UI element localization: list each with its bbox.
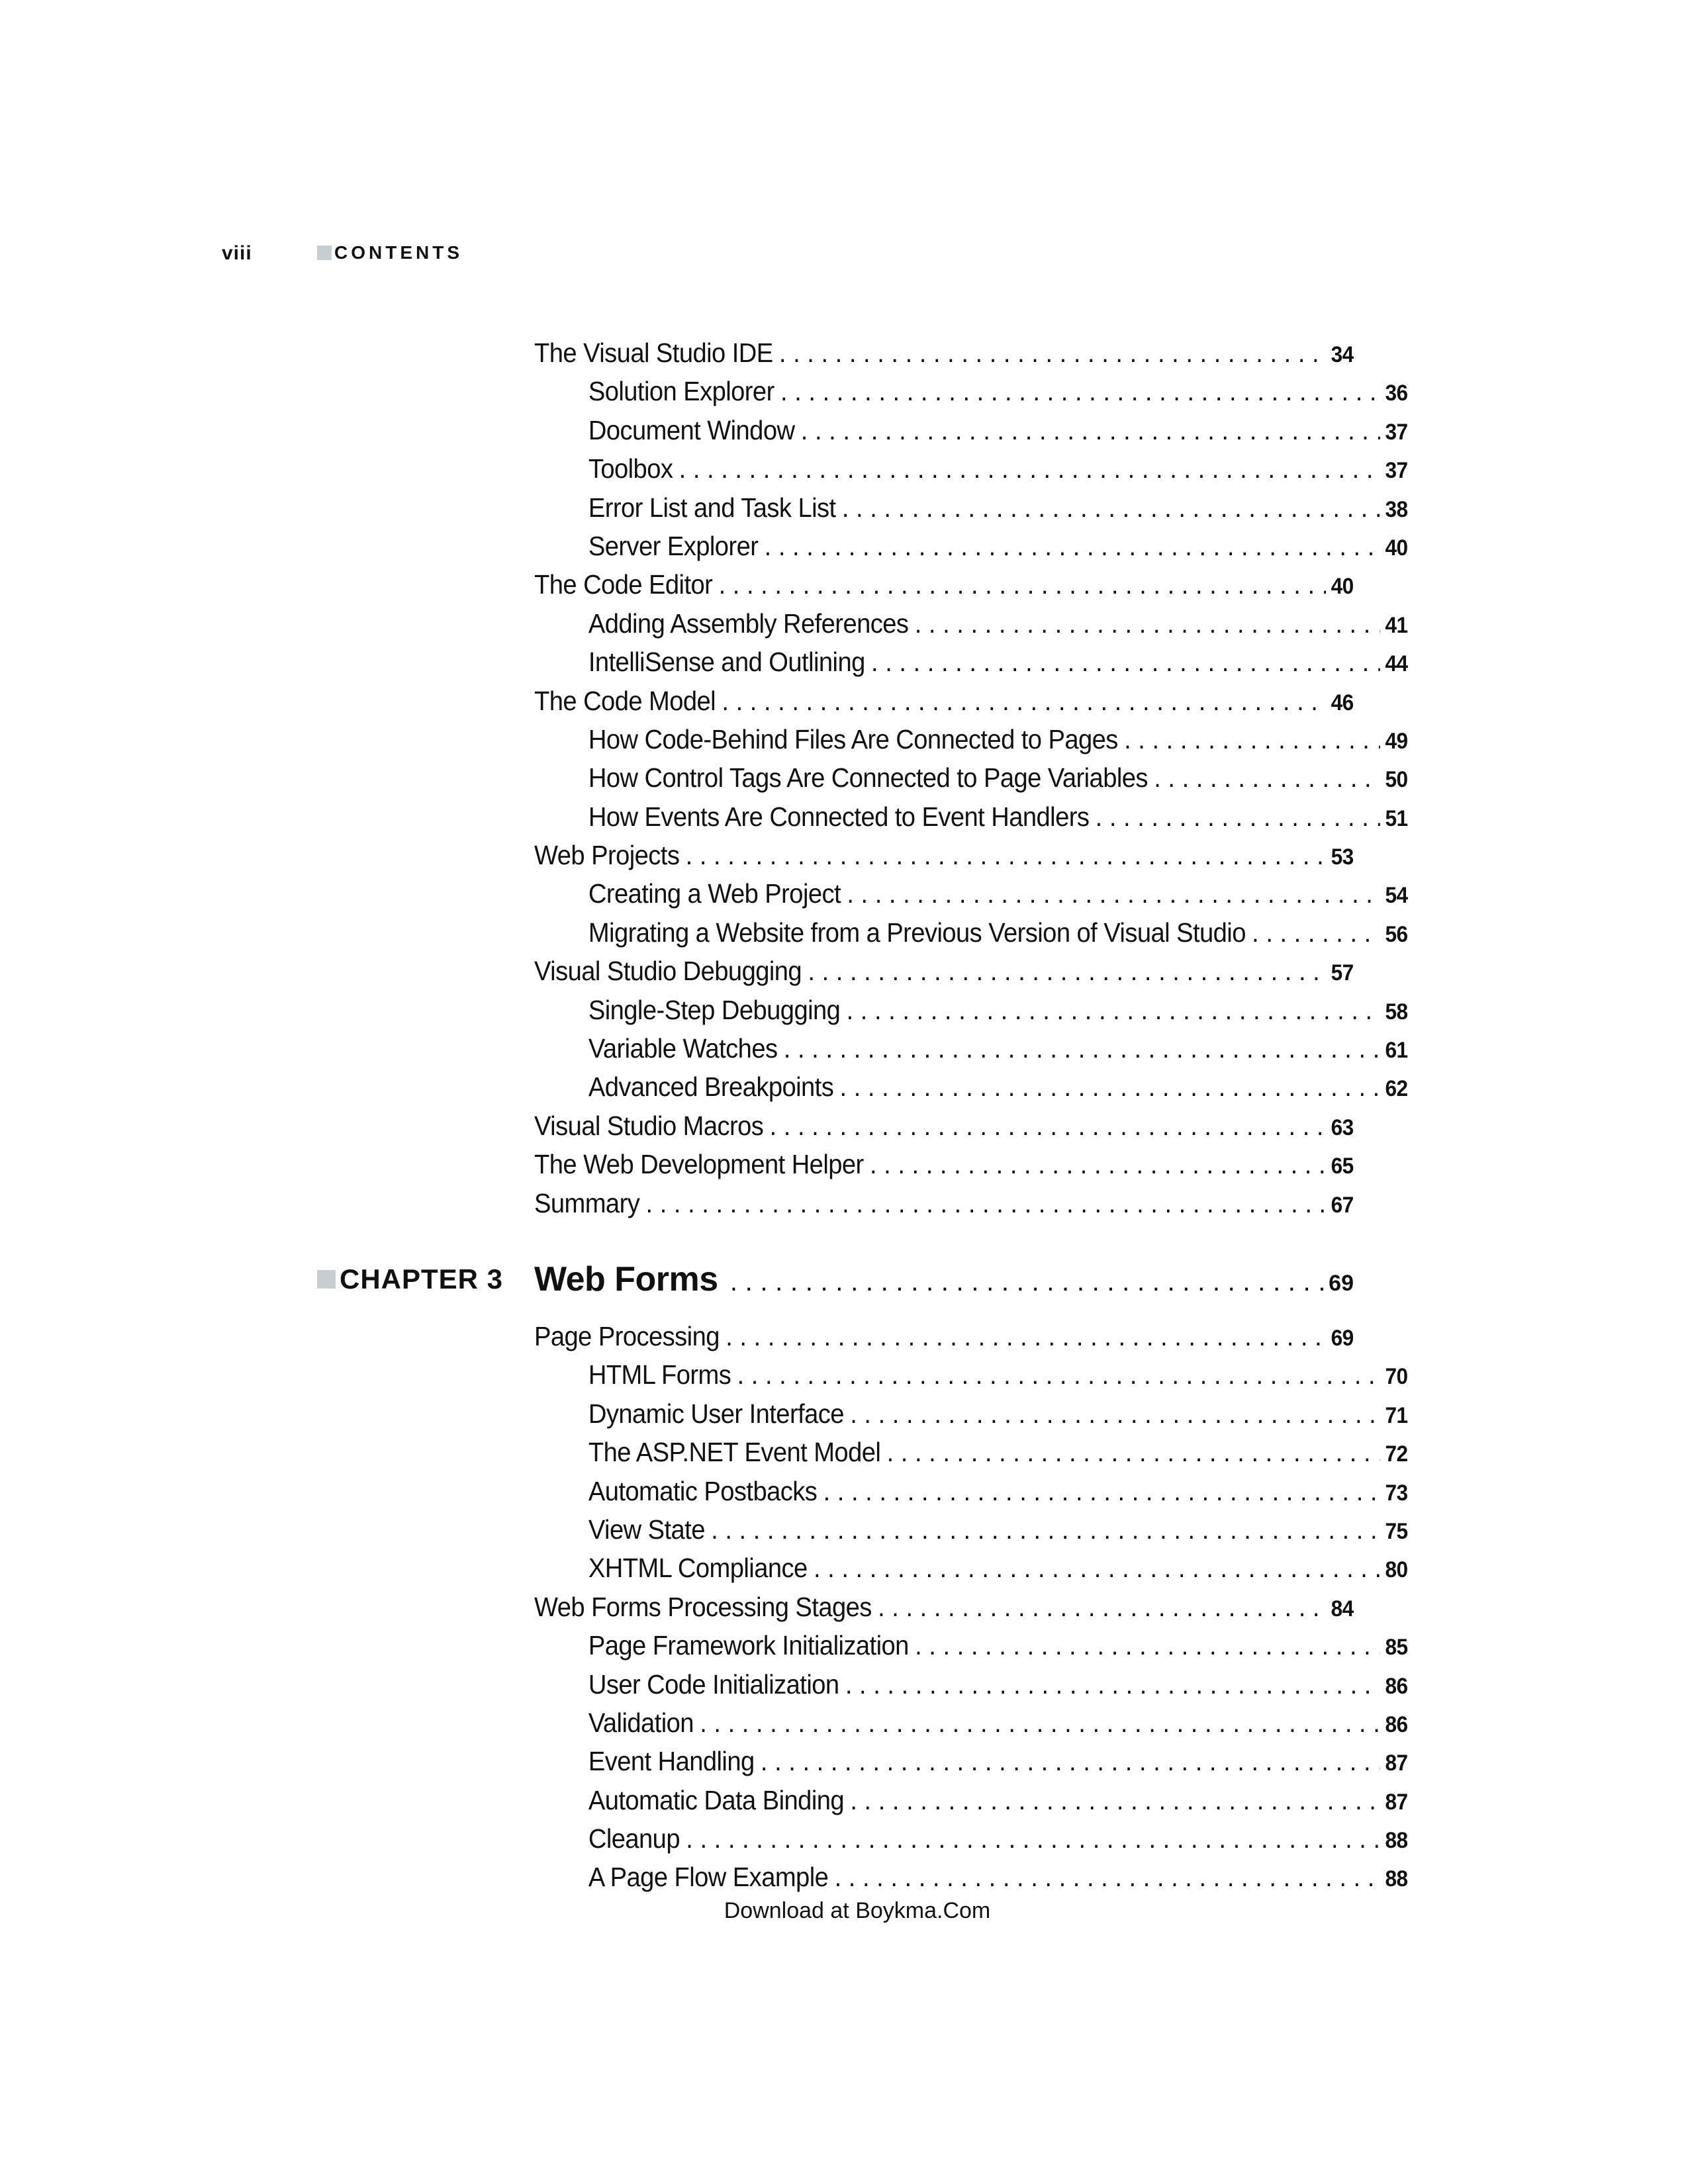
- toc-entry-title: Automatic Data Binding: [588, 1784, 845, 1815]
- toc-entry[interactable]: [534, 1145, 1354, 1183]
- toc-entry-page: 88: [1385, 1866, 1408, 1892]
- toc-entry-page: 61: [1385, 1038, 1408, 1064]
- toc-entry-title: XHTML Compliance: [588, 1553, 808, 1584]
- download-footer: Download at Boykma.Com: [724, 1898, 991, 1923]
- dot-leader: [887, 1433, 1380, 1471]
- toc-entry-page: 41: [1385, 612, 1408, 638]
- dot-leader: [722, 682, 1326, 720]
- toc-entry[interactable]: [534, 1742, 1408, 1780]
- dot-leader: [646, 1184, 1327, 1222]
- toc-entry-title: The Web Development Helper: [534, 1149, 864, 1180]
- dot-leader: [761, 1742, 1380, 1780]
- toc-entry-page: 40: [1331, 574, 1354, 600]
- toc-entry-page: 49: [1385, 728, 1408, 754]
- toc-entry-page: 40: [1385, 535, 1408, 561]
- toc-entry[interactable]: [534, 449, 1408, 488]
- toc-entry-title: The Visual Studio IDE: [534, 338, 773, 368]
- toc-entry[interactable]: [534, 682, 1354, 720]
- toc-section-2: [534, 1317, 1408, 1897]
- toc-entry-title: Web Projects: [534, 840, 680, 871]
- toc-entry-title: IntelliSense and Outlining: [588, 647, 865, 678]
- toc-entry-title: Page Framework Initialization: [588, 1630, 909, 1661]
- toc-section-1: [534, 334, 1408, 1222]
- dot-leader: [765, 527, 1380, 565]
- dot-leader: [870, 1145, 1326, 1183]
- toc-entry-title: Cleanup: [588, 1823, 680, 1854]
- toc-entry-title: Summary: [534, 1187, 640, 1218]
- dot-leader: [845, 1665, 1380, 1704]
- toc-entry-title: Advanced Breakpoints: [588, 1071, 834, 1103]
- toc-entry[interactable]: [534, 643, 1408, 681]
- running-head-label: CONTENTS: [334, 242, 463, 263]
- toc-entry-page: 80: [1385, 1557, 1408, 1583]
- toc-entry-title: Migrating a Website from a Previous Version of Visual Studio: [588, 917, 1246, 948]
- toc-entry-title: How Code-Behind Files Are Connected to Pages: [588, 723, 1118, 754]
- toc-entry-page: 62: [1385, 1076, 1408, 1102]
- toc-entry-page: 53: [1331, 844, 1354, 870]
- dot-leader: [737, 1355, 1380, 1394]
- dot-leader: [679, 449, 1380, 488]
- toc-entry-page: 88: [1385, 1828, 1408, 1854]
- toc-entry-page: 72: [1385, 1441, 1408, 1467]
- toc-entry[interactable]: [534, 874, 1408, 913]
- toc-entry[interactable]: [534, 952, 1354, 990]
- toc-entry-page: 51: [1385, 805, 1408, 831]
- dot-leader: [808, 952, 1326, 990]
- toc-entry-page: 75: [1385, 1518, 1408, 1544]
- toc-entry[interactable]: [534, 334, 1354, 372]
- toc-entry-title: The Code Editor: [534, 569, 713, 600]
- toc-entry[interactable]: [534, 758, 1408, 797]
- toc-entry-title: Visual Studio Debugging: [534, 956, 802, 987]
- dot-leader: [1252, 913, 1380, 952]
- toc-entry-title: View State: [588, 1514, 705, 1545]
- toc-entry[interactable]: [534, 836, 1354, 874]
- toc-entry[interactable]: [534, 527, 1408, 565]
- toc-entry[interactable]: [534, 1704, 1408, 1742]
- toc-entry-title: The Code Model: [534, 685, 716, 716]
- toc-entry-page: 86: [1385, 1711, 1408, 1737]
- toc-entry-page: 71: [1385, 1402, 1408, 1428]
- dot-leader: [779, 334, 1326, 372]
- dot-leader: [700, 1704, 1380, 1742]
- chapter-label: [317, 1256, 503, 1302]
- dot-leader: [814, 1549, 1380, 1587]
- dot-leader: [686, 1819, 1380, 1858]
- toc-entry-title: Creating a Web Project: [588, 878, 841, 909]
- toc-entry[interactable]: [534, 1472, 1408, 1510]
- toc-entry-title: How Events Are Connected to Event Handlers: [588, 801, 1090, 832]
- dot-leader: [726, 1317, 1326, 1355]
- toc-entry-title: Page Processing: [534, 1321, 720, 1351]
- dot-leader: [850, 1781, 1380, 1819]
- dot-leader: [711, 1510, 1380, 1549]
- toc-entry-page: 86: [1385, 1673, 1408, 1699]
- toc-entry-title: Validation: [588, 1707, 694, 1738]
- toc-entry-page: 38: [1385, 496, 1408, 522]
- chapter-title-line[interactable]: [534, 1256, 1354, 1302]
- toc-entry[interactable]: [534, 1819, 1408, 1858]
- toc-entry[interactable]: [534, 1355, 1408, 1394]
- toc-entry-page: 73: [1385, 1480, 1408, 1506]
- running-head: [317, 242, 463, 263]
- toc-entry[interactable]: [534, 1588, 1354, 1626]
- dot-leader: [915, 1626, 1380, 1664]
- dot-leader: [1154, 758, 1380, 797]
- dot-leader: [784, 1029, 1380, 1068]
- dot-leader: [801, 411, 1380, 449]
- toc-entry-title: User Code Initialization: [588, 1668, 839, 1700]
- toc-entry[interactable]: [534, 720, 1408, 758]
- toc-entry[interactable]: [534, 1394, 1408, 1433]
- dot-leader: [719, 565, 1327, 604]
- toc-entry-title: Variable Watches: [588, 1033, 778, 1064]
- chapter-heading: [317, 1256, 1354, 1302]
- toc-entry[interactable]: [534, 1510, 1408, 1549]
- toc-entry[interactable]: [534, 1107, 1354, 1145]
- toc-entry-page: 34: [1331, 342, 1354, 367]
- toc-entry-page: 44: [1385, 651, 1408, 677]
- square-bullet-icon: [317, 246, 332, 260]
- toc-entry[interactable]: [534, 372, 1408, 410]
- toc-entry-title: A Page Flow Example: [588, 1862, 829, 1893]
- toc-entry-title: Event Handling: [588, 1746, 755, 1777]
- dot-leader: [780, 372, 1380, 410]
- dot-leader: [835, 1858, 1380, 1896]
- page-number: viii: [222, 242, 252, 264]
- toc-entry-title: Error List and Task List: [588, 492, 836, 523]
- toc-entry-title: Server Explorer: [588, 530, 759, 561]
- toc-entry-title: Automatic Postbacks: [588, 1475, 818, 1506]
- toc-entry-title: Solution Explorer: [588, 376, 774, 407]
- toc-entry-page: 46: [1331, 690, 1354, 715]
- dot-leader: [850, 1394, 1380, 1433]
- toc-entry-page: 37: [1385, 458, 1408, 484]
- toc-entry-page: 65: [1331, 1154, 1354, 1179]
- toc-entry[interactable]: [534, 1665, 1408, 1704]
- toc-entry[interactable]: [534, 1781, 1408, 1819]
- toc-entry[interactable]: [534, 488, 1408, 527]
- toc-entry[interactable]: [534, 1029, 1408, 1068]
- toc-entry-page: 50: [1385, 767, 1408, 793]
- toc-entry-title: Web Forms Processing Stages: [534, 1591, 872, 1622]
- toc-entry-page: 84: [1331, 1596, 1354, 1621]
- dot-leader: [847, 874, 1380, 913]
- toc-entry-page: 57: [1331, 960, 1354, 986]
- toc-entry-page: 69: [1331, 1326, 1354, 1351]
- toc-entry[interactable]: [534, 1184, 1354, 1222]
- toc-entry[interactable]: [534, 604, 1408, 643]
- dot-leader: [730, 1258, 1323, 1304]
- toc-entry-page: 56: [1385, 921, 1408, 947]
- toc-entry-page: 67: [1331, 1192, 1354, 1218]
- toc-entry[interactable]: [534, 1858, 1408, 1896]
- toc-entry[interactable]: [534, 991, 1408, 1029]
- toc-entry-title: Toolbox: [588, 453, 673, 484]
- toc-entry-title: How Control Tags Are Connected to Page Variables: [588, 762, 1148, 794]
- toc-entry[interactable]: [534, 913, 1408, 952]
- toc-entry[interactable]: [534, 1068, 1408, 1106]
- toc-entry-title: Visual Studio Macros: [534, 1110, 764, 1141]
- dot-leader: [1096, 797, 1380, 836]
- toc-entry-title: Document Window: [588, 414, 795, 445]
- toc-entry-page: 85: [1385, 1635, 1408, 1661]
- toc-entry-page: 87: [1385, 1789, 1408, 1815]
- toc-entry[interactable]: [534, 411, 1408, 449]
- square-bullet-icon: [317, 1270, 336, 1289]
- toc-entry-page: 63: [1331, 1115, 1354, 1140]
- dot-leader: [840, 1068, 1380, 1106]
- dot-leader: [878, 1588, 1326, 1626]
- toc-entry-title: Dynamic User Interface: [588, 1398, 844, 1429]
- toc-entry[interactable]: [534, 1626, 1408, 1664]
- toc-entry-title: The ASP.NET Event Model: [588, 1437, 881, 1468]
- toc-entry-title: Single-Step Debugging: [588, 994, 841, 1025]
- dot-leader: [686, 836, 1327, 874]
- toc-entry-page: 87: [1385, 1751, 1408, 1776]
- chapter-number: CHAPTER 3: [340, 1263, 504, 1295]
- toc-entry-page: 54: [1385, 883, 1408, 909]
- toc-entry[interactable]: [534, 565, 1354, 604]
- toc-entry[interactable]: [534, 1433, 1408, 1471]
- dot-leader: [1124, 720, 1380, 758]
- toc-entry-page: 36: [1385, 381, 1408, 406]
- toc-entry[interactable]: [534, 797, 1408, 836]
- toc-entry[interactable]: [534, 1549, 1408, 1587]
- dot-leader: [847, 991, 1380, 1029]
- toc-entry-title: HTML Forms: [588, 1359, 731, 1390]
- toc-entry-page: 37: [1385, 419, 1408, 445]
- toc-entry[interactable]: [534, 1317, 1354, 1355]
- toc-entry-title: Adding Assembly References: [588, 608, 909, 639]
- dot-leader: [915, 604, 1380, 643]
- chapter-page: 69: [1329, 1271, 1354, 1296]
- chapter-title: Web Forms: [534, 1260, 718, 1298]
- dot-leader: [770, 1107, 1327, 1145]
- dot-leader: [842, 488, 1380, 527]
- toc-entry-page: 70: [1385, 1364, 1408, 1390]
- toc-entry-page: 58: [1385, 999, 1408, 1024]
- dot-leader: [823, 1472, 1380, 1510]
- dot-leader: [871, 643, 1380, 681]
